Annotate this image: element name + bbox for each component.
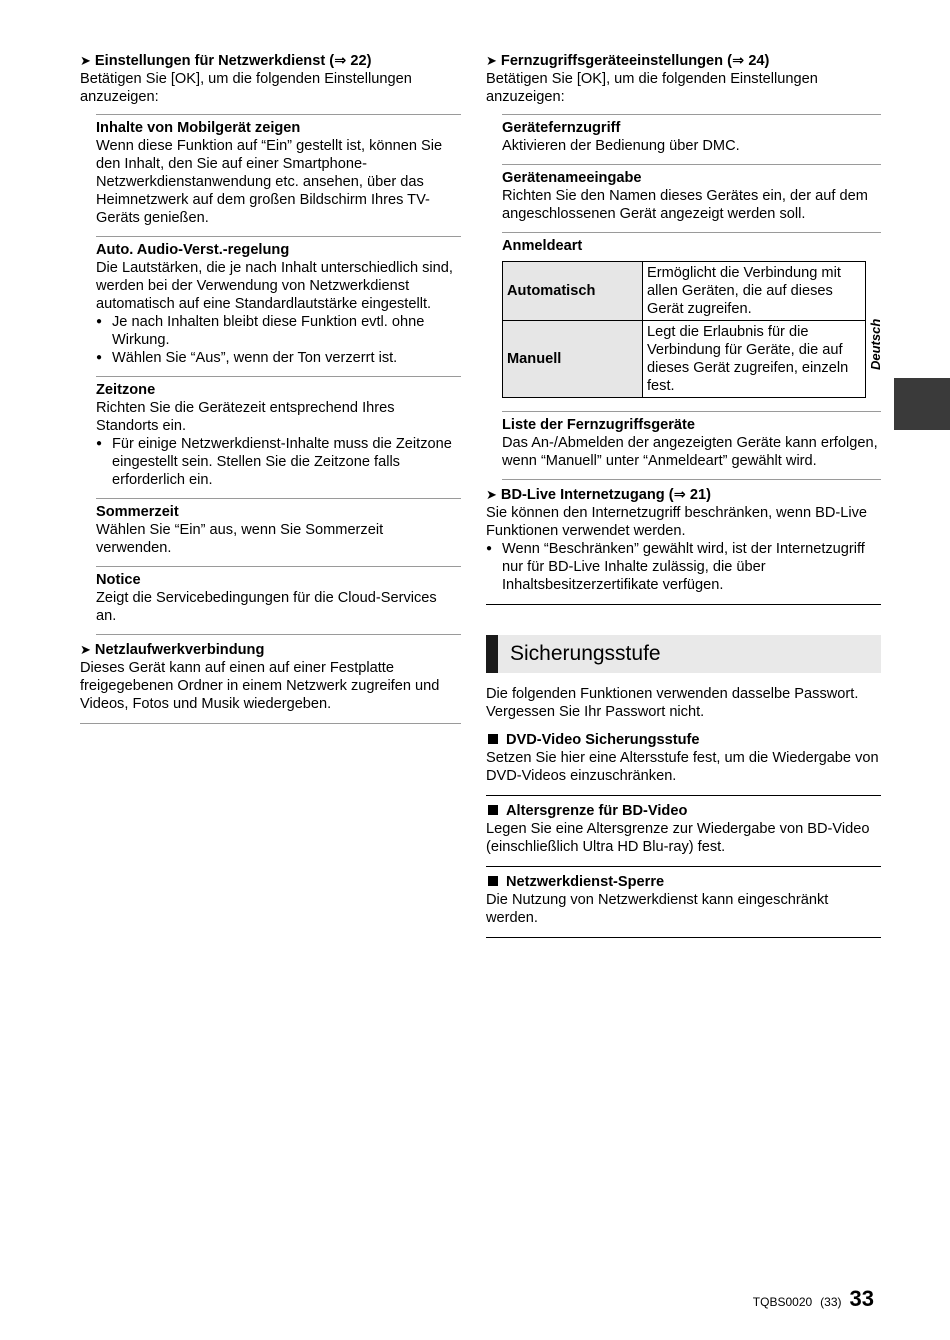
page-number: 33 — [849, 1286, 874, 1311]
security-title: Sicherungsstufe — [510, 642, 661, 665]
arrow-right-icon: ➤ — [486, 53, 497, 68]
security-section: Die folgenden Funktionen verwenden dasselbe Passwort. Vergessen Sie Ihr Passwort nicht. DVD-Video Sicherungsstufe Setzen Sie hier eine Altersstufe fest, um die Wiedergabe von DVD-Videos einzuschränken. Altersgrenze für BD-Video Legen Sie eine Altersgrenze zur Wiedergabe von BD-Video (einschließlich Ultra HD Blu-ray) fest. Netzwerkdienst-Sperre Die Nutzung von Netzwerkdienst kann eingeschränkt werden. — [486, 685, 881, 938]
security-items — [486, 725, 881, 938]
arrow-right-icon: ➤ — [80, 53, 91, 68]
square-bullet-icon — [488, 876, 498, 886]
table-row: Automatisch Ermöglicht die Verbindung mit allen Geräten, die auf dieses Gerät zugreifen. — [503, 262, 866, 321]
bdlive-section: ➤ BD-Live Internetzugang (⇒ 21) Sie können den Internetzugriff beschränken, wenn BD-Live Funktionen verwendet werden. ● Wenn “Beschränken” gewählt wird, ist der Internetzugriff nur für BD-Live Inhalte zulässig, die über Inhaltsbesitzerzertifikate verfügen. — [486, 480, 881, 605]
arrow-right-icon: ➤ — [486, 487, 497, 502]
list-item: ● Für einige Netzwerkdienst-Inhalte muss die Zeitzone eingestellt sein. Stellen Sie die Zeitzone falls erforderlich ein. — [96, 435, 461, 489]
remote-item-list: Liste der Fernzugriffsgeräte Das An-/Abmelden der angezeigten Geräte kann erfolgen, wenn “Manuell” unter “Anmeldeart” gewählt wird. — [502, 411, 881, 480]
table-row: Manuell Legt die Erlaubnis für die Verbindung für Geräte, die auf dieses Gerät zugreifen, einzeln fest. — [503, 321, 866, 398]
list-item: ● Wenn “Beschränken” gewählt wird, ist der Internetzugriff nur für BD-Live Inhalte zulässig, die über Inhaltsbesitzerzertifikate verfügen. — [486, 540, 881, 594]
net-service-heading: ➤ Einstellungen für Netzwerkdienst (⇒ 22) — [80, 53, 372, 69]
square-bullet-icon — [488, 734, 498, 744]
square-bullet-icon — [488, 805, 498, 815]
net-service-section — [80, 52, 461, 635]
net-service-item-mobile: Inhalte von Mobilgerät zeigen Wenn diese Funktion auf “Ein” gestellt ist, können Sie den Inhalt, den Sie auf einer Smartphone-Netzwerkdienstanwendung etc. ansehen, über das Heimnetzwerk auf dem großen Bildschirm Ihres TV-Geräts genießen. — [96, 114, 461, 236]
net-service-item-timezone: Zeitzone Richten Sie die Gerätezeit entsprechend Ihres Standorts ein. ● Für einige Netzwerkdienst-Inhalte muss die Zeitzone eingestellt sein. Stellen Sie die Zeitzone falls erforderlich ein. — [96, 376, 461, 498]
list-item: ● Wählen Sie “Aus”, wenn der Ton verzerrt ist. — [96, 349, 461, 367]
net-service-intro: Betätigen Sie [OK], um die folgenden Einstellungen anzuzeigen: — [80, 71, 412, 105]
left-column — [80, 52, 461, 724]
remote-item-access: Gerätefernzugriff Aktivieren der Bedienung über DMC. — [502, 114, 881, 164]
xref-arrow-icon: ⇒ — [673, 487, 686, 503]
net-service-item-notice: Notice Zeigt die Servicebedingungen für die Cloud-Services an. — [96, 566, 461, 635]
net-service-item-audio: Auto. Audio-Verst.-regelung Die Lautstärken, die je nach Inhalt unterschiedlich sind, werden bei der Verwendung von Netzwerkdienst automatisch auf eine Standardlautstärke eingestellt. ● Je nach Inhalten bleibt diese Funktion evtl. ohne Wirkung. ● Wählen Sie “Aus”, wenn der Ton verzerrt ist. — [96, 236, 461, 376]
arrow-right-icon: ➤ — [80, 642, 91, 657]
remote-section: ➤ Fernzugriffsgeräteeinstellungen (⇒ 24) Betätigen Sie [OK], um die folgenden Einstellungen anzuzeigen: Gerätefernzugriff Aktivieren der Bedienung über DMC. Gerätenameeingabe Richten Sie den Namen dieses Gerätes ein, der auf dem angeschlossenen Gerät angezeigt werden soll. Anmeldeart Automatisch Ermöglicht die Verbindung mit allen Geräten, die auf dieses Gerät zugreifen. Manuell Legt die Erlaubnis für die Verbindung für Geräte, die auf dieses Gerät zugreifen, einzeln fest. Liste der Fernzugriffsgeräte Das An-/Abmelden der angezeigten Geräte kann erfolgen, wenn “Manuell” unter “Anmeldeart” gewählt wird. — [486, 52, 881, 480]
net-drive-heading: ➤ Netzlaufwerkverbindung — [80, 642, 265, 658]
right-column — [486, 52, 881, 938]
language-side-tab — [894, 378, 950, 430]
xref-arrow-icon: ⇒ — [334, 53, 347, 69]
page-ref: (33) — [820, 1295, 842, 1309]
language-side-label: Deutsch — [868, 318, 883, 370]
document-code: TQBS0020 — [752, 1295, 813, 1309]
xref-arrow-icon: ⇒ — [732, 53, 745, 69]
bdlive-heading: ➤ BD-Live Internetzugang (⇒ 21) — [486, 487, 712, 503]
bdlive-bullets — [486, 540, 881, 594]
security-item-netlock: Netzwerkdienst-Sperre Die Nutzung von Netzwerkdienst kann eingeschränkt werden. — [486, 866, 881, 937]
net-service-item-dst: Sommerzeit Wählen Sie “Ein” aus, wenn Sie Sommerzeit verwenden. — [96, 498, 461, 566]
security-item-dvd: DVD-Video Sicherungsstufe Setzen Sie hier eine Altersstufe fest, um die Wiedergabe von DVD-Videos einzuschränken. — [486, 732, 879, 784]
remote-heading: ➤ Fernzugriffsgeräteeinstellungen (⇒ 24) — [486, 53, 770, 69]
list-item: ● Je nach Inhalten bleibt diese Funktion evtl. ohne Wirkung. — [96, 313, 461, 349]
remote-item-name: Gerätenameeingabe Richten Sie den Namen dieses Gerätes ein, der auf dem angeschlossenen Gerät angezeigt werden soll. — [502, 164, 881, 232]
page-footer — [752, 1286, 874, 1311]
security-title-bar — [486, 635, 881, 673]
remote-item-login: Anmeldeart Automatisch Ermöglicht die Verbindung mit allen Geräten, die auf dieses Gerät zugreifen. Manuell Legt die Erlaubnis für die Verbindung für Geräte, die auf dieses Gerät zugreifen, einzeln fest. — [502, 232, 881, 411]
net-drive-section: ➤ Netzlaufwerkverbindung Dieses Gerät kann auf einen auf einer Festplatte freigegebenen Ordner in einem Netzwerk zugreifen und Videos, Fotos und Musik wiedergeben. — [80, 635, 461, 724]
login-mode-table — [502, 261, 866, 398]
security-item-bd: Altersgrenze für BD-Video Legen Sie eine Altersgrenze zur Wiedergabe von BD-Video (einschließlich Ultra HD Blu-ray) fest. — [486, 795, 881, 866]
audio-bullets — [96, 313, 461, 367]
timezone-bullets — [96, 435, 461, 489]
